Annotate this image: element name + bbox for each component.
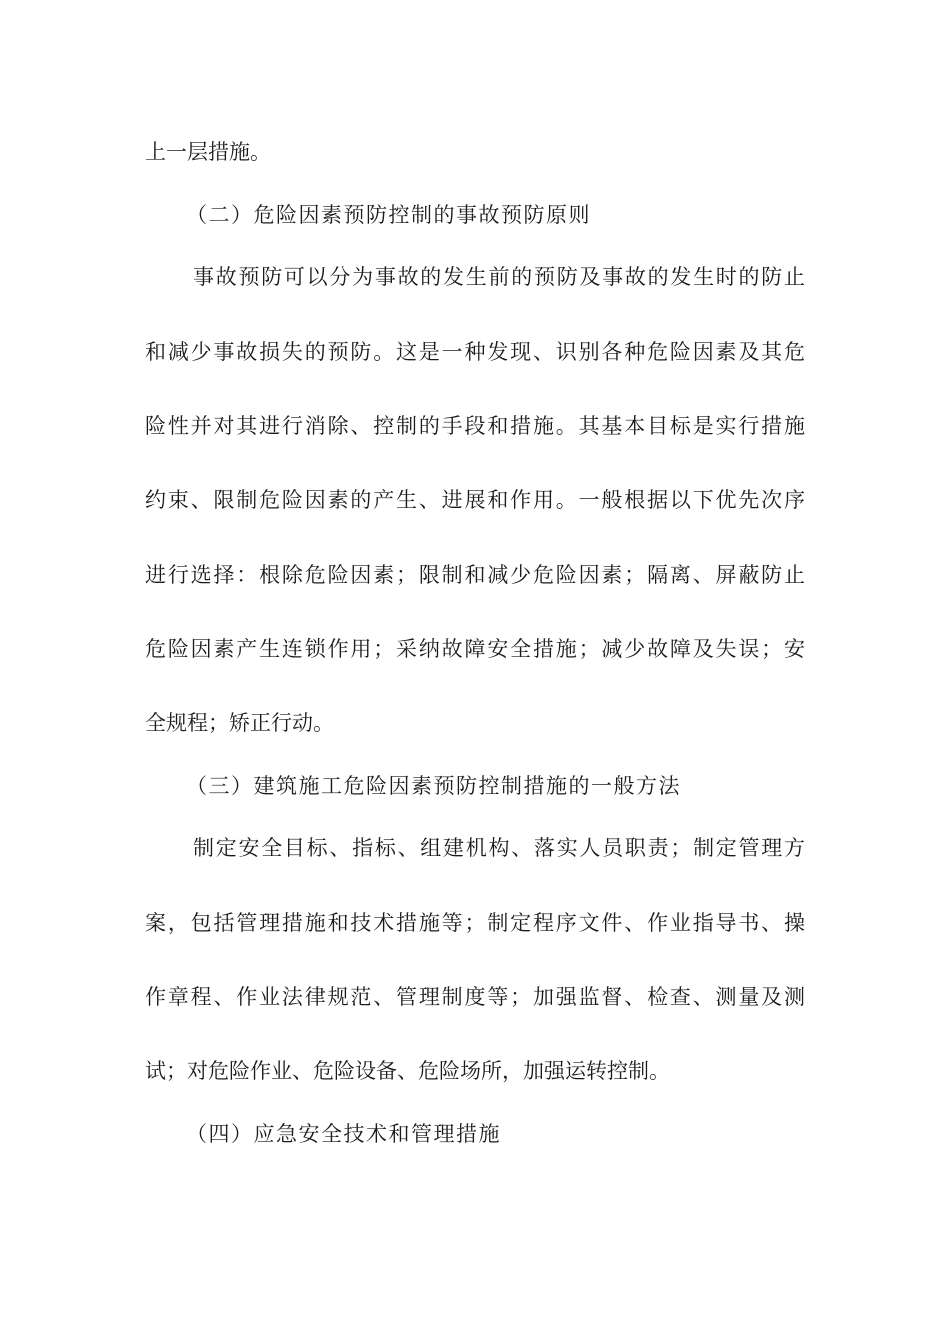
paragraph-line: 制定安全目标、指标、组建机构、落实人员职责；制定管理方 bbox=[193, 836, 805, 860]
paragraph-line: 试；对危险作业、危险设备、危险场所，加强运转控制。 bbox=[145, 1059, 670, 1083]
paragraph-line: 全规程；矫正行动。 bbox=[145, 711, 334, 735]
paragraph-line: 险性并对其进行消除、控制的手段和措施。其基本目标是实行措施 bbox=[145, 414, 805, 438]
section-heading-3: （三）建筑施工危险因素预防控制措施的一般方法 bbox=[186, 774, 681, 798]
paragraph-line: 进行选择：根除危险因素；限制和减少危险因素；隔离、屏蔽防止 bbox=[145, 563, 805, 587]
section-heading-2: （二）危险因素预防控制的事故预防原则 bbox=[186, 203, 591, 227]
paragraph-line: 案，包括管理措施和技术措施等；制定程序文件、作业指导书、操 bbox=[145, 911, 805, 935]
section-heading-4: （四）应急安全技术和管理措施 bbox=[186, 1122, 501, 1146]
paragraph-line: 上一层措施。 bbox=[145, 140, 271, 164]
paragraph-line: 危险因素产生连锁作用；采纳故障安全措施；减少故障及失误；安 bbox=[145, 637, 805, 661]
paragraph-line: 作章程、作业法律规范、管理制度等；加强监督、检查、测量及测 bbox=[145, 985, 805, 1009]
paragraph-line: 事故预防可以分为事故的发生前的预防及事故的发生时的防止 bbox=[193, 265, 805, 289]
paragraph-line: 和减少事故损失的预防。这是一种发现、识别各种危险因素及其危 bbox=[145, 340, 805, 364]
paragraph-line: 约束、限制危险因素的产生、进展和作用。一般根据以下优先次序 bbox=[145, 488, 805, 512]
